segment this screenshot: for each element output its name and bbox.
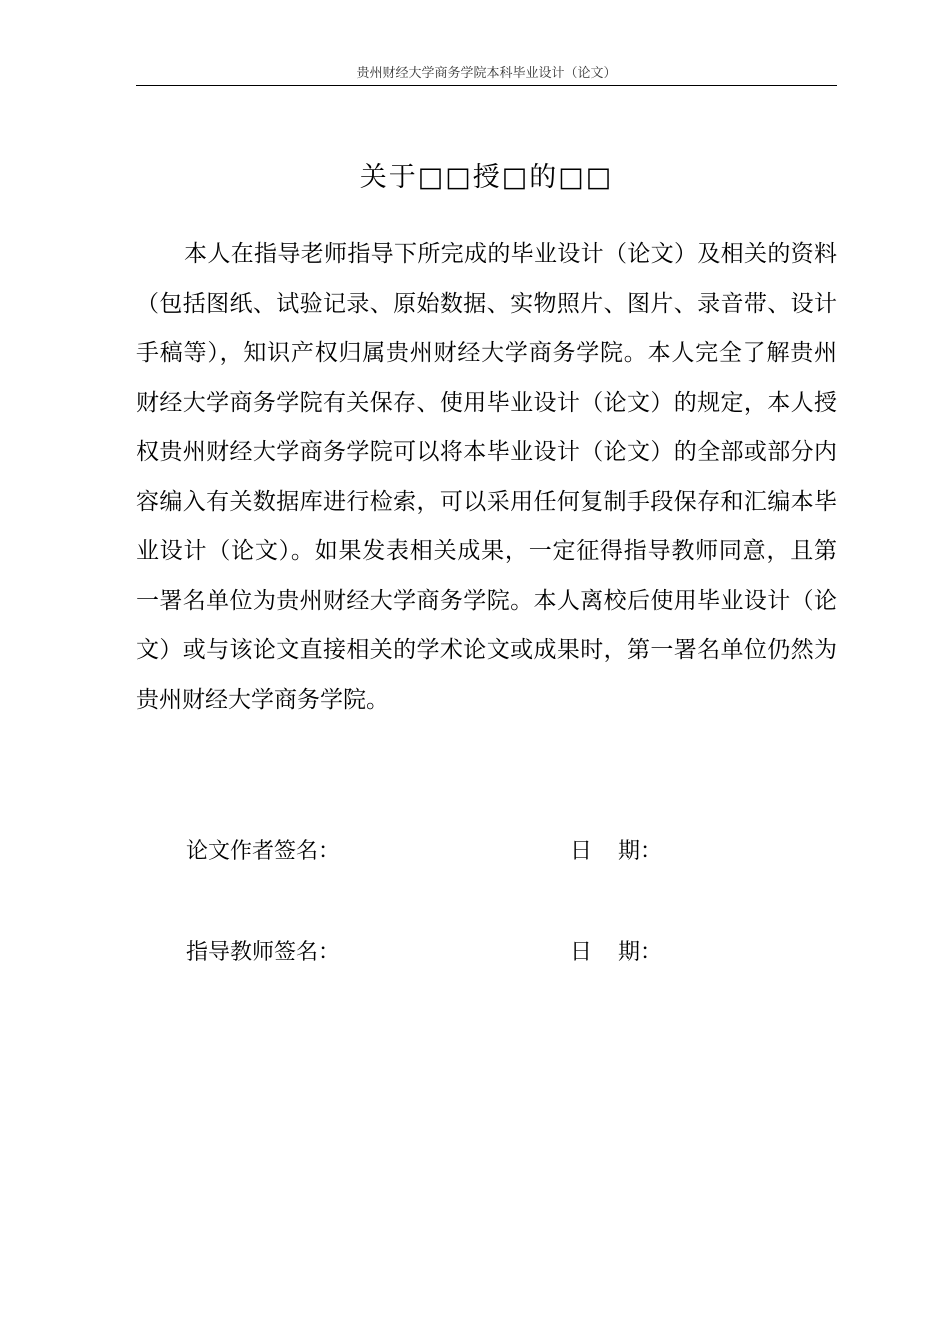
author-signature-label: 论文作者签名： xyxy=(186,839,341,864)
date-char-qi: 期： xyxy=(618,839,663,864)
date-char-qi: 期： xyxy=(618,940,663,965)
author-date-label xyxy=(570,832,662,872)
author-signature-row xyxy=(186,832,837,872)
advisor-signature-label: 指导教师签名： xyxy=(186,940,341,965)
authorization-paragraph: 本人在指导老师指导下所完成的毕业设计（论文）及相关的资料（包括图纸、试验记录、原始数据、实物照片、图片、录音带、设计手稿等），知识产权归属贵州财经大学商务学院。本人完全了解贵州财经大学商务学院有关保存、使用毕业设计（论文）的规定，本人授权贵州财经大学商务学院可以将本毕业设计（论文）的全部或部分内容编入有关数据库进行检索，可以采用任何复制手段保存和汇编本毕业设计（论文）。如果发表相关成果，一定征得指导教师同意，且第一署名单位为贵州财经大学商务学院。本人离校后使用毕业设计（论文）或与该论文直接相关的学术论文或成果时，第一署名单位仍然为贵州财经大学商务学院。 xyxy=(136,241,837,713)
running-header: 贵州财经大学商务学院本科毕业设计（论文） xyxy=(356,66,617,81)
page-title: 关于□□授□的□□ xyxy=(359,162,614,193)
advisor-date-label xyxy=(570,933,662,973)
date-char-ri: 日 xyxy=(570,940,593,965)
date-char-ri: 日 xyxy=(570,839,593,864)
advisor-signature-row xyxy=(186,933,837,973)
header-divider xyxy=(136,85,837,86)
